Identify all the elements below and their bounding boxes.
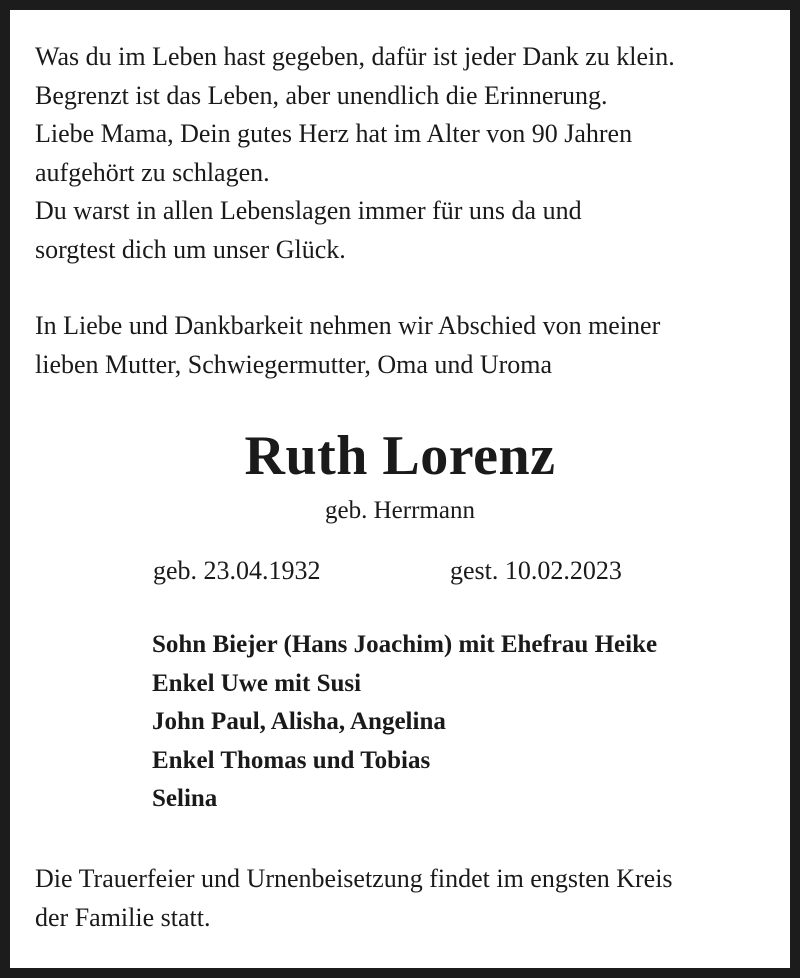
- mourner-entry: Sohn Biejer (Hans Joachim) mit Ehefrau Heike: [152, 631, 658, 658]
- intro-line: Du warst in allen Lebenslagen immer für uns da und: [35, 196, 582, 225]
- intro-line: Was du im Leben hast gegeben, dafür ist jeder Dank zu klein.: [35, 42, 675, 71]
- death-date: gest. 10.02.2023: [450, 556, 622, 585]
- mourner-entry: Selina: [152, 785, 218, 812]
- closing-line: der Familie statt.: [35, 902, 211, 932]
- closing-notice: [35, 860, 775, 937]
- farewell-line: lieben Mutter, Schwiegermutter, Oma und Uroma: [35, 349, 553, 379]
- maiden-name: geb. Herrmann: [325, 497, 475, 524]
- closing-line: Die Trauerfeier und Urnenbeisetzung findet im engsten Kreis: [35, 864, 673, 893]
- intro-line: Begrenzt ist das Leben, aber unendlich die Erinnerung.: [35, 80, 608, 110]
- deceased-name: Ruth Lorenz: [244, 425, 556, 487]
- intro-line: aufgehört zu schlagen.: [35, 157, 270, 187]
- intro-line: sorgtest dich um unser Glück.: [35, 234, 346, 264]
- birth-date: geb. 23.04.1932: [153, 556, 321, 585]
- intro-line: Liebe Mama, Dein gutes Herz hat im Alter von 90 Jahren: [35, 119, 633, 148]
- intro-verse: [35, 38, 775, 269]
- mourner-entry: Enkel Thomas und Tobias: [152, 746, 431, 774]
- mourners-list: [152, 626, 657, 819]
- farewell-line: In Liebe und Dankbarkeit nehmen wir Abschied von meiner: [35, 311, 661, 340]
- farewell-text: [35, 307, 775, 384]
- mourner-entry: John Paul, Alisha, Angelina: [152, 708, 446, 735]
- mourner-entry: Enkel Uwe mit Susi: [152, 669, 362, 697]
